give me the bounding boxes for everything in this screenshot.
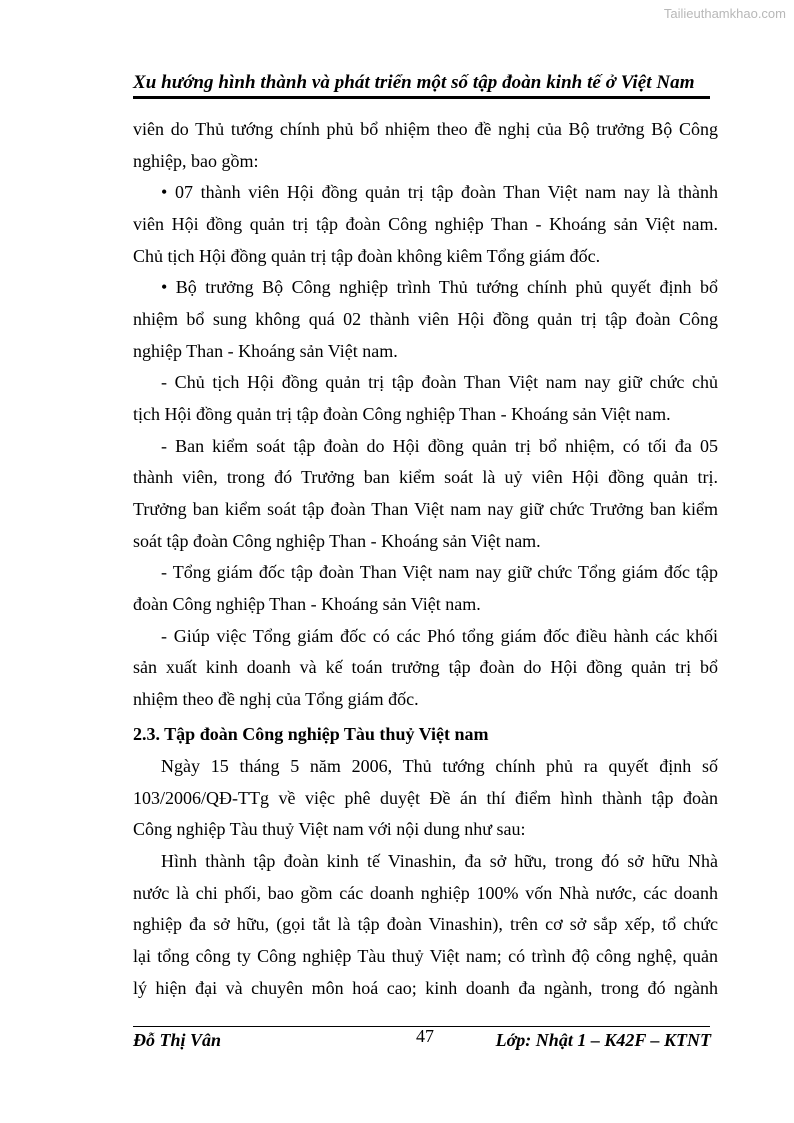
footer-class-info: Lớp: Nhật 1 – K42F – KTNT [495,1030,711,1050]
body-line: Ngày 15 tháng 5 năm 2006, Thủ tướng chính phủ ra quyết định số [161,756,718,776]
body-line: sản xuất kinh doanh và kế toán trưởng tập đoàn do Hội đồng quản trị bổ [133,657,718,677]
body-line: thành viên, trong đó Trưởng ban kiểm soát là uỷ viên Hội đồng quản trị. [133,467,718,487]
body-line: - Giúp việc Tổng giám đốc có các Phó tổng giám đốc điều hành các khối [161,626,718,646]
body-line: Công nghiệp Tàu thuỷ Việt nam với nội dung như sau: [133,819,526,839]
body-line: Chủ tịch Hội đồng quản trị tập đoàn không kiêm Tổng giám đốc. [133,246,601,266]
body-line: soát tập đoàn Công nghiệp Than - Khoáng sản Việt nam. [133,531,541,551]
body-line: • 07 thành viên Hội đồng quản trị tập đoàn Than Việt nam nay là thành [161,182,718,202]
body-line: • Bộ trưởng Bộ Công nghiệp trình Thủ tướng chính phủ quyết định bổ [161,277,718,297]
running-header-title: Xu hướng hình thành và phát triển một số tập đoàn kinh tế ở Việt Nam [133,72,695,93]
body-line: Hình thành tập đoàn kinh tế Vinashin, đa sở hữu, trong đó sở hữu Nhà [161,851,718,871]
header-rule [133,96,710,99]
body-line: nghiệp, bao gồm: [133,151,259,171]
footer-author: Đỗ Thị Vân [133,1030,222,1050]
body-line: nhiệm theo đề nghị của Tổng giám đốc. [133,689,419,709]
body-line: nghiệp Than - Khoáng sản Việt nam. [133,341,398,361]
body-line: - Tổng giám đốc tập đoàn Than Việt nam nay giữ chức Tổng giám đốc tập [161,562,718,582]
body-line: 103/2006/QĐ-TTg về việc phê duyệt Đề án thí điểm hình thành tập đoàn [133,788,718,808]
body-line: viên Hội đồng quản trị tập đoàn Công nghiệp Than - Khoáng sản Việt nam. [133,214,718,234]
section-heading: 2.3. Tập đoàn Công nghiệp Tàu thuỷ Việt nam [133,724,489,744]
body-line: đoàn Công nghiệp Than - Khoáng sản Việt nam. [133,594,481,614]
body-line: - Ban kiểm soát tập đoàn do Hội đồng quản trị bổ nhiệm, có tối đa 05 [161,436,718,456]
body-line: lại tổng công ty Công nghiệp Tàu thuỷ Việt nam; có trình độ công nghệ, quản [133,946,718,966]
body-line: lý hiện đại và chuyên môn hoá cao; kinh doanh đa ngành, trong đó ngành [133,978,718,998]
page-number: 47 [416,1026,434,1046]
body-line: nước là chi phối, bao gồm các doanh nghiệp 100% vốn Nhà nước, các doanh [133,883,718,903]
body-line: tịch Hội đồng quản trị tập đoàn Công nghiệp Than - Khoáng sản Việt nam. [133,404,671,424]
body-line: viên do Thủ tướng chính phủ bổ nhiệm theo đề nghị của Bộ trưởng Bộ Công [133,119,718,139]
body-line: nhiệm bổ sung không quá 02 thành viên Hội đồng quản trị tập đoàn Công [133,309,718,329]
body-line: nghiệp đa sở hữu, (gọi tắt là tập đoàn Vinashin), trên cơ sở sắp xếp, tổ chức [133,914,718,934]
watermark: Tailieuthamkhao.com [663,6,786,21]
body-line: - Chủ tịch Hội đồng quản trị tập đoàn Than Việt nam nay giữ chức chủ [161,372,718,392]
body-line: Trưởng ban kiểm soát tập đoàn Than Việt nam nay giữ chức Trưởng ban kiểm [133,499,718,519]
